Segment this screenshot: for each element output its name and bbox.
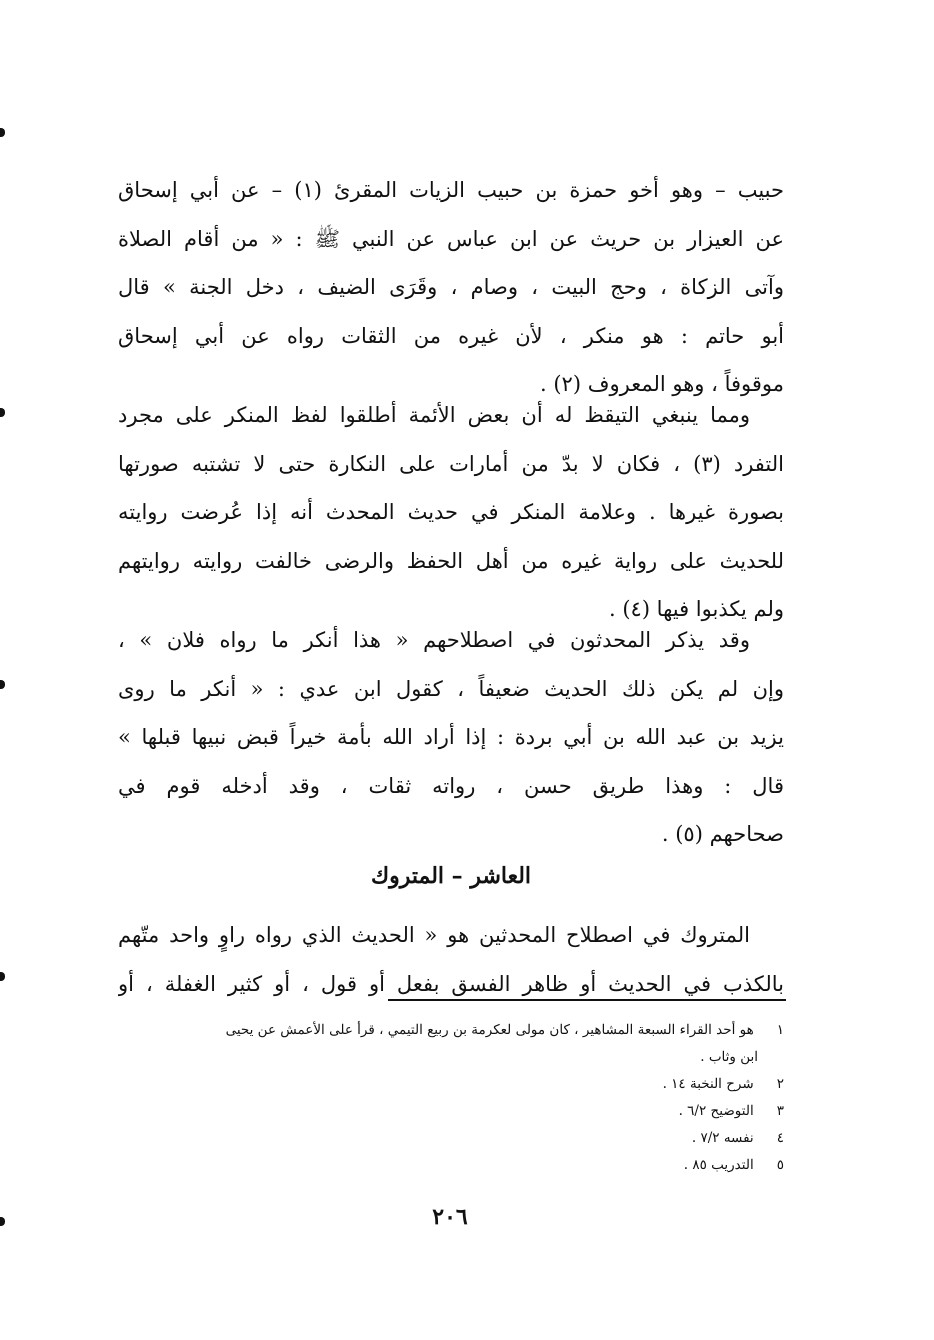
text-line: المتروك في اصطلاح المحدثين هو « الحديث الذي رواه راوٍ واحد متّهم (118, 923, 750, 947)
footnotes (118, 1017, 784, 1179)
text-line: وإن لم يكن ذلك الحديث ضعيفاً ، كقول ابن عدي : « أنكر ما روى (118, 676, 784, 701)
footnote-number: ١ (776, 1022, 784, 1038)
text-line: وقد يذكر المحدثون في اصطلاحهم « هذا أنكر ما رواه فلان » ، (118, 628, 750, 652)
text-line: عن العيزار بن حريث عن ابن عباس عن النبي ﷺ : « من أقام الصلاة (118, 226, 784, 251)
scan-edge-mark (0, 972, 5, 981)
footnote-number: ٢ (776, 1076, 784, 1092)
footnote-1-continuation: ابن وثاب . (700, 1049, 758, 1065)
footnote-separator (388, 999, 786, 1001)
paragraph-1 (118, 166, 784, 409)
scan-edge-mark (0, 128, 5, 137)
footnote-text: شرح النخبة ١٤ . (662, 1076, 754, 1092)
scan-edge-mark (0, 680, 5, 689)
footnote-3 (118, 1098, 784, 1125)
paragraph-3 (118, 616, 784, 859)
footnote-number: ٥ (776, 1157, 784, 1173)
text-line: قال : وهذا طريق حسن ، رواته ثقات ، وقد أدخله قوم في (118, 773, 784, 798)
text-line: بالكذب في الحديث أو ظاهر الفسق بفعل أو قول ، أو كثير الغفلة ، أو (118, 971, 784, 996)
section-heading: العاشر – المتروك (370, 863, 532, 889)
paragraph-2 (118, 391, 784, 634)
text-line: وآتى الزكاة ، وحج البيت ، وصام ، وقَرَى الضيف ، دخل الجنة » قال (118, 275, 784, 299)
scan-edge-mark (0, 408, 5, 417)
footnote-2 (118, 1071, 784, 1098)
page-number: ٢٠٦ (432, 1204, 468, 1230)
footnote-number: ٤ (776, 1130, 784, 1146)
footnote-1 (118, 1017, 784, 1044)
footnote-number: ٣ (776, 1103, 784, 1119)
text-line: أبو حاتم : هو منكر ، لأن غيره من الثقات رواه عن أبي إسحاق (118, 323, 784, 348)
text-line: ومما ينبغي التيقظ له أن بعض الأئمة أطلقوا لفظ المنكر على مجرد (118, 403, 750, 427)
footnote-text: التدريب ٨٥ . (683, 1157, 754, 1173)
footnote-4 (118, 1125, 784, 1152)
text-line: للحديث على رواية غيره من أهل الحفظ والرضى خالفت روايته روايتهم (118, 548, 784, 573)
footnote-text: هو أحد القراء السبعة المشاهير ، كان مولى لعكرمة بن ربيع التيمي ، قرأ على الأعمش عن يحيى (225, 1022, 754, 1038)
text-line: موقوفاً ، وهو المعروف (٢) . (540, 372, 784, 396)
text-line: صحاحهم (٥) . (661, 822, 784, 846)
text-line: يزيد بن عبد الله بن أبي بردة : إذا أراد الله بأمة خيراً قبض نبيها قبلها » (118, 725, 784, 749)
text-line: التفرد (٣) ، فكان لا بدّ من أمارات على النكارة حتى لا تشتبه صورتها (118, 451, 784, 476)
footnote-text: التوضيح ٦/٢ . (678, 1103, 754, 1119)
text-line: حبيب – وهو أخو حمزة بن حبيب الزيات المقرئ (١) – عن أبي إسحاق (118, 178, 784, 202)
footnote-text: نفسه ٧/٢ . (691, 1130, 754, 1146)
paragraph-4 (118, 911, 784, 1008)
text-line: بصورة غيرها . وعلامة المنكر في حديث المحدث أنه إذا عُرضت روايته (118, 500, 784, 524)
footnote-5 (118, 1152, 784, 1179)
text-line: ولم يكذبوا فيها (٤) . (608, 597, 784, 621)
